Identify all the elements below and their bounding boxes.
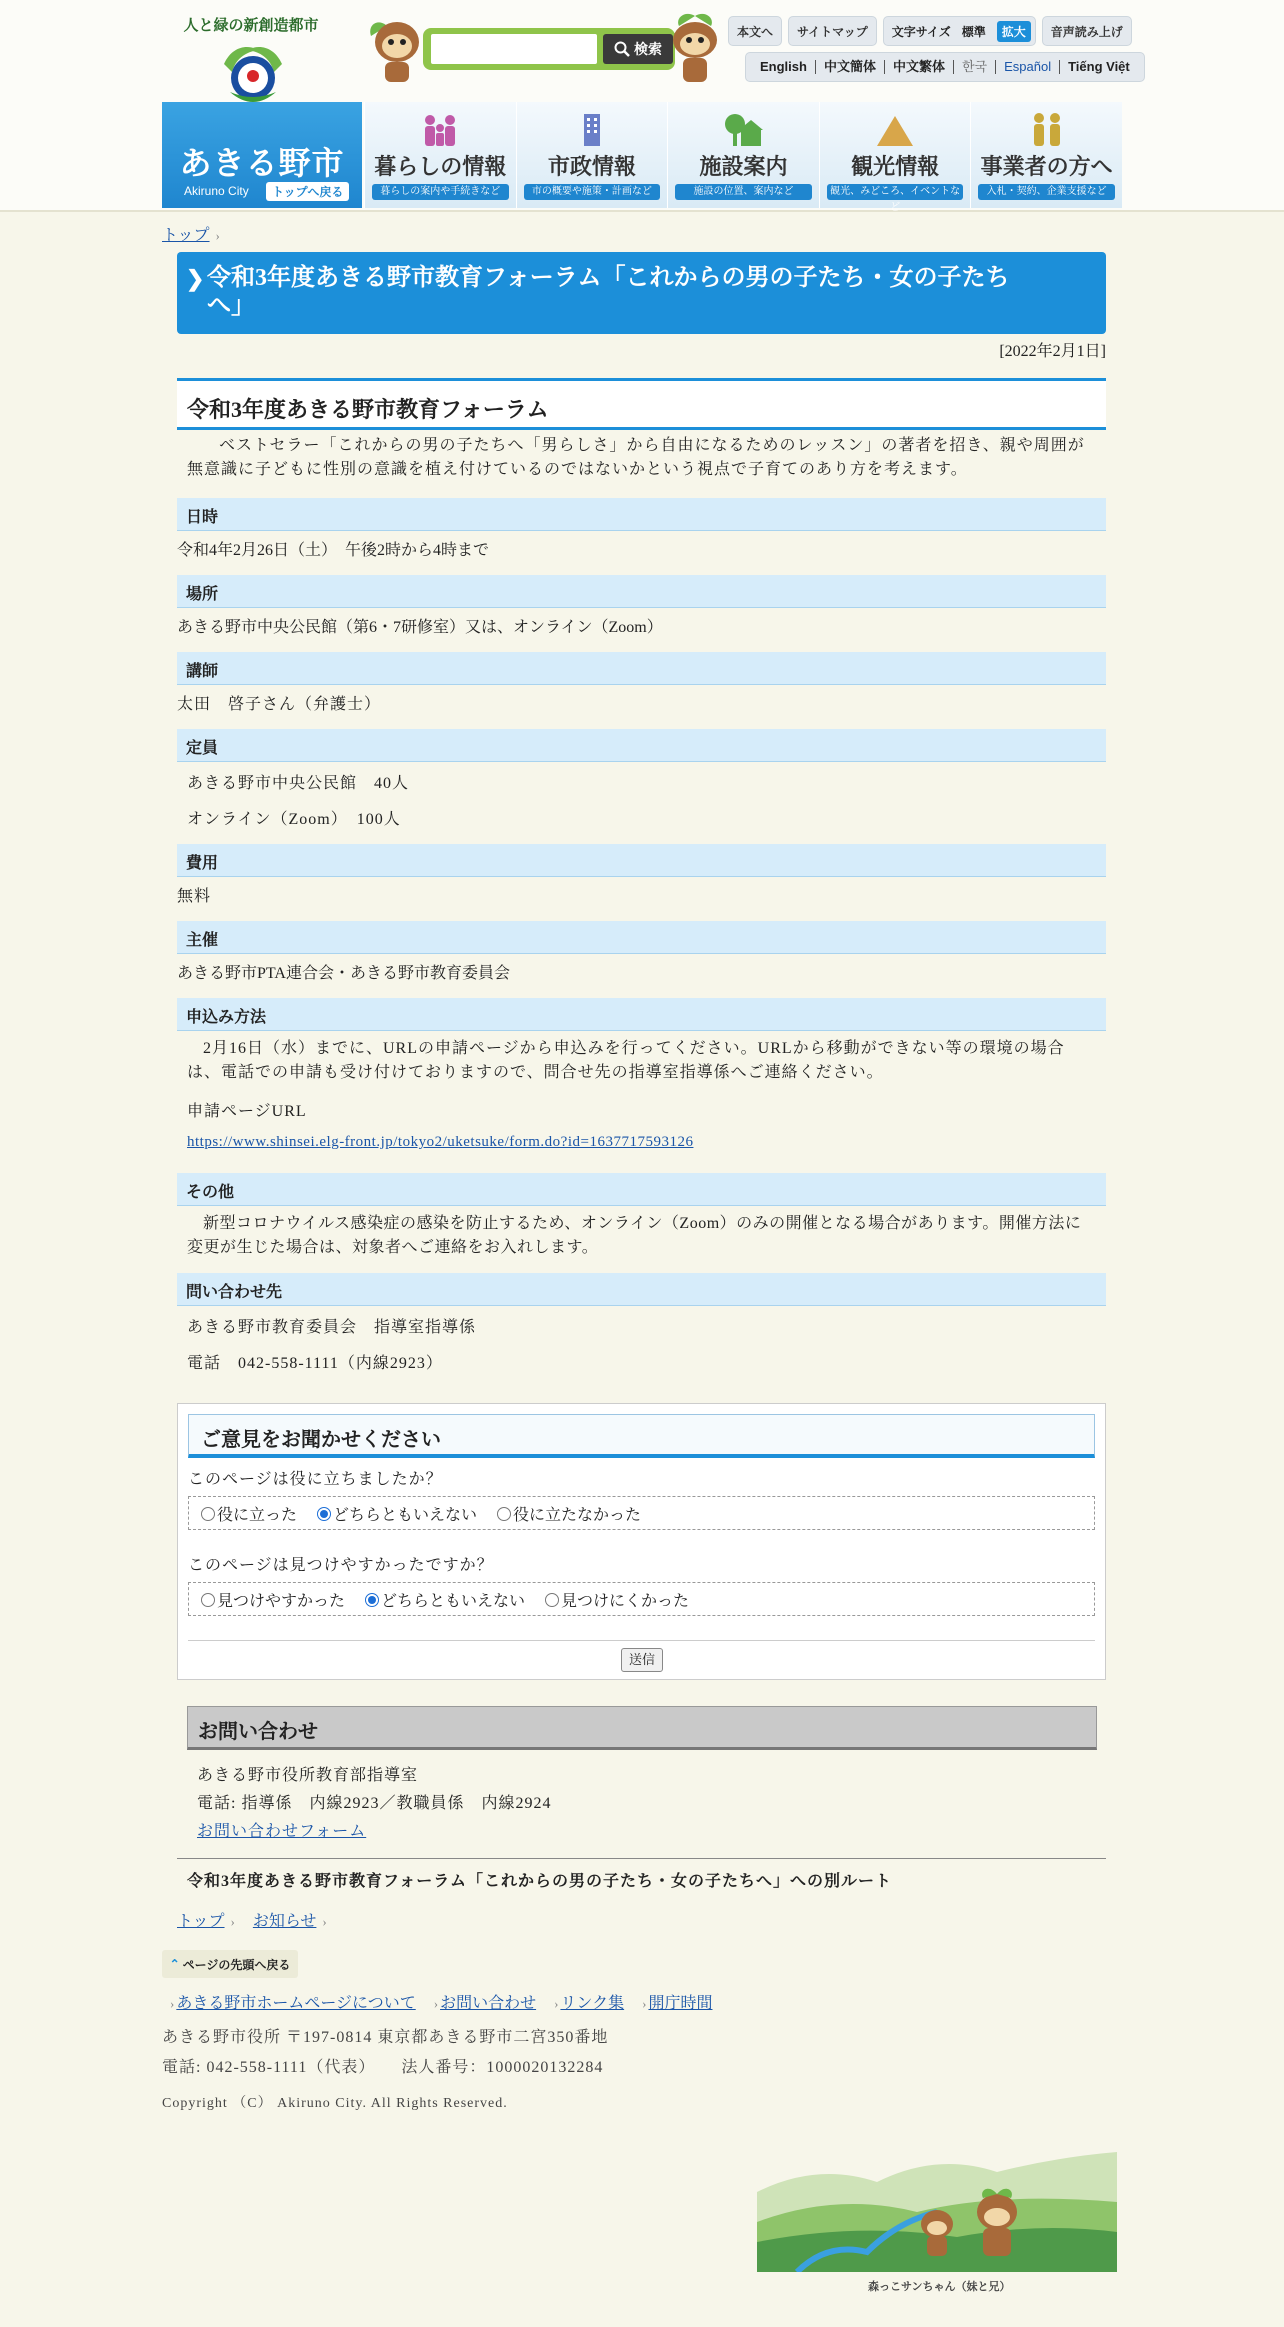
footer-links [170, 1990, 712, 2013]
search-button-label: 検索 [634, 41, 662, 57]
lecturer-text: 太田 啓子さん（弁護士） [177, 696, 382, 713]
nav-business-title: 事業者の方へ [980, 154, 1113, 179]
feedback-q2: このページは見つけやすかったですか？ [188, 1557, 494, 1574]
radio-icon [201, 1593, 215, 1607]
building-icon [572, 112, 612, 148]
q1-option-neutral[interactable] [317, 1502, 477, 1525]
nav-business-sub: 入札・契約、企業支援など [978, 184, 1115, 200]
font-size-large-button[interactable]: 拡大 [997, 21, 1031, 42]
business-person-icon [1027, 112, 1067, 148]
feedback-q1: このページは役に立ちましたか？ [188, 1471, 443, 1488]
radio-icon [545, 1593, 559, 1607]
mascot-left-icon [365, 16, 425, 88]
chevron-up-icon: ⌃ [169, 1957, 180, 1971]
utility-bar [728, 16, 1132, 46]
q2-option-hard-label: 見つけにくかった [561, 1592, 690, 1610]
host-text: あきる野市PTA連合会・あきる野市教育委員会 [177, 965, 510, 982]
page-top-label: ページの先頭へ戻る [182, 1957, 291, 1972]
font-size-label: 文字サイズ [891, 24, 951, 39]
search-area [365, 12, 725, 88]
capacity-line-2: オンライン（Zoom） 100人 [187, 811, 401, 828]
inquiry-line-2: 電話 042-558-1111（内線2923） [187, 1355, 443, 1372]
language-bar [745, 52, 1145, 82]
alt-route-title: 令和3年度あきる野市教育フォーラム「これからの男の子たち・女の子たちへ」への別ルート [187, 1873, 893, 1890]
city-emblem-icon [218, 42, 288, 108]
footer-link-about[interactable] [170, 1990, 416, 2013]
breadcrumb [162, 222, 220, 245]
city-name-en: Akiruno City [184, 184, 249, 198]
forest-mascots-illustration-icon [757, 2152, 1117, 2272]
apply-url-label: 申請ページURL [187, 1103, 307, 1120]
q2-option-easy-label: 見つけやすかった [217, 1592, 346, 1610]
footer-link-links[interactable] [554, 1990, 624, 2013]
facility-icon [723, 112, 763, 148]
skip-to-content-button[interactable]: 本文へ [728, 16, 782, 46]
site-header [0, 0, 1284, 212]
nav-city-gov-sub: 市の概要や施策・計画など [524, 184, 661, 200]
heading-apply: 申込み方法 [177, 998, 1106, 1031]
capacity-line-1: あきる野市中央公民館 40人 [187, 775, 410, 792]
footer-phone: 電話: 042-558-1111（代表） 法人番号：1000020132284 [162, 2059, 604, 2076]
city-tagline: 人と緑の新創造都市 [183, 17, 319, 34]
heading-inquiry: 問い合わせ先 [177, 1273, 1106, 1306]
feedback-q1-options [188, 1496, 1095, 1530]
chevron-right-icon: › [170, 1996, 175, 2011]
q2-option-neutral-label: どちらともいえない [381, 1592, 526, 1610]
feedback-q2-options [188, 1582, 1095, 1616]
chevron-right-icon: › [322, 1914, 327, 1929]
font-size-standard-button[interactable]: 標準 [961, 24, 986, 39]
family-icon [420, 112, 460, 148]
heading-other: その他 [177, 1173, 1106, 1206]
publish-date: [2022年2月1日] [999, 343, 1106, 360]
q2-option-easy[interactable] [201, 1588, 345, 1611]
divider [177, 1858, 1106, 1859]
heading-datetime: 日時 [177, 498, 1106, 531]
q1-option-useful-label: 役に立った [217, 1506, 298, 1524]
chevron-right-icon: › [433, 1996, 439, 2011]
voice-reader-button[interactable]: 音声読み上げ [1042, 16, 1132, 46]
footer-link-hours-label[interactable]: 開庁時間 [648, 1995, 713, 2012]
datetime-text: 令和4年2月26日（土） 午後2時から4時まで [177, 542, 490, 559]
q1-option-not-useful[interactable] [497, 1502, 641, 1525]
q1-option-not-useful-label: 役に立たなかった [513, 1506, 642, 1524]
place-text: あきる野市中央公民館（第6・7研修室）又は、オンライン（Zoom） [177, 619, 663, 636]
apply-url-link[interactable]: https://www.shinsei.elg-front.jp/tokyo2/uketsuke/form.do?id=1637717593126 [187, 1134, 694, 1150]
q2-option-neutral[interactable] [365, 1588, 525, 1611]
chevron-right-icon: › [642, 1996, 647, 2011]
brand-block[interactable] [162, 102, 362, 208]
heading-capacity: 定員 [177, 729, 1106, 762]
chevron-right-icon: › [230, 1914, 235, 1929]
heading-host: 主催 [177, 921, 1106, 954]
footer-link-hours[interactable] [642, 1990, 712, 2013]
nav-facilities-sub: 施設の位置、案内など [675, 184, 812, 200]
radio-selected-icon [365, 1593, 379, 1607]
heading-place: 場所 [177, 575, 1106, 608]
page-top-button[interactable] [162, 1950, 298, 1978]
fee-text: 無料 [177, 888, 212, 905]
back-to-top-link[interactable]: トップへ戻る [266, 182, 349, 201]
lang-vietnamese[interactable]: Tiếng Việt [1059, 60, 1138, 74]
nav-city-gov-title: 市政情報 [547, 154, 636, 179]
radio-icon [497, 1507, 511, 1521]
nav-living[interactable] [364, 102, 516, 208]
lang-chinese-simplified[interactable]: 中文簡体 [815, 60, 884, 74]
submit-button[interactable]: 送信 [621, 1648, 663, 1672]
nav-living-title: 暮らしの情報 [374, 154, 507, 179]
font-size-control [883, 16, 1036, 46]
radio-selected-icon [317, 1507, 331, 1521]
mascot-caption: 森っこサンちゃん（妹と兄） [868, 2281, 1011, 2293]
search-box [423, 28, 675, 70]
footer-link-contact[interactable] [434, 1990, 536, 2013]
alt-route-top-link[interactable]: トップ [177, 1913, 225, 1930]
heading-lecturer: 講師 [177, 652, 1106, 685]
contact-phone: 電話: 指導係 内線2923／教職員係 内線2924 [197, 1795, 552, 1812]
page-title [177, 252, 1106, 334]
chevron-right-icon: › [554, 1996, 559, 2011]
footer-address: あきる野市役所 〒197-0814 東京都あきる野市二宮350番地 [162, 2029, 609, 2046]
nav-tourism[interactable] [819, 102, 971, 213]
other-text: 新型コロナウイルス感染症の感染を防止するため、オンライン（Zoom）のみの開催となる場合があります。開催方法に変更が生じた場合は、対象者へご連絡をお入れします。 [187, 1215, 1082, 1256]
section-heading: 令和3年度あきる野市教育フォーラム [177, 378, 1106, 430]
feedback-title: ご意見をお聞かせください [188, 1414, 1095, 1458]
city-logo[interactable] [162, 10, 362, 102]
nav-living-sub: 暮らしの案内や手続きなど [372, 184, 509, 200]
nav-tourism-title: 観光情報 [851, 154, 940, 179]
lang-korean[interactable]: 한국 [953, 60, 995, 74]
global-nav [364, 102, 1122, 213]
q2-option-hard[interactable] [545, 1588, 689, 1611]
alt-route-news-link[interactable]: お知らせ [252, 1913, 317, 1930]
nav-business[interactable] [970, 102, 1122, 208]
intro-text: ベストセラー「これからの男の子たちへ「男らしさ」から自由になるためのレッスン」の著者を招き、親や周囲が無意識に子どもに性別の意識を植え付けているのではないかという視点で子育てのあり方を考えます。 [187, 437, 1085, 478]
radio-icon [201, 1507, 215, 1521]
city-name: あきる野市 [179, 145, 345, 181]
apply-text: 2月16日（水）までに、URLの申請ページから申込みを行ってください。URLから移動ができない等の環境の場合は、電話での申請も受け付けておりますので、問合せ先の指導室指導係へご連絡ください。 [187, 1040, 1065, 1081]
chevron-right-icon: ❯ [186, 266, 205, 291]
sitemap-button[interactable]: サイトマップ [788, 16, 877, 46]
footer-link-contact-label[interactable]: お問い合わせ [440, 1995, 537, 2012]
nav-facilities[interactable] [667, 102, 819, 208]
footer-copyright: Copyright （C） Akiruno City. All Rights Reserved. [162, 2096, 508, 2111]
inquiry-line-1: あきる野市教育委員会 指導室指導係 [187, 1319, 477, 1336]
search-button[interactable] [603, 34, 673, 64]
q1-option-neutral-label: どちらともいえない [333, 1506, 478, 1524]
lang-spanish[interactable]: Español [995, 60, 1059, 74]
divider [188, 1640, 1095, 1641]
breadcrumb-top-link[interactable]: トップ [162, 227, 210, 244]
contact-form-link[interactable]: お問い合わせフォーム [197, 1823, 367, 1840]
search-input[interactable] [431, 34, 597, 64]
footer-link-about-label[interactable]: あきる野市ホームページについて [176, 1995, 416, 2012]
chevron-right-icon: › [215, 228, 220, 243]
heading-fee: 費用 [177, 844, 1106, 877]
nav-facilities-title: 施設案内 [699, 154, 788, 179]
nav-tourism-sub: 観光、みどころ、イベントなど [827, 184, 964, 200]
alt-route-links [177, 1908, 327, 1931]
mountain-icon [875, 112, 915, 148]
search-icon [614, 41, 630, 57]
footer-link-links-label[interactable]: リンク集 [560, 1995, 625, 2012]
mascot-right-icon [665, 12, 725, 88]
lang-english[interactable]: English [760, 59, 807, 74]
q1-option-useful[interactable] [201, 1502, 297, 1525]
nav-city-gov[interactable] [516, 102, 668, 208]
lang-chinese-traditional[interactable]: 中文繁体 [884, 60, 953, 74]
page-title-text: 令和3年度あきる野市教育フォーラム「これからの男の子たち・女の子たちへ」 [207, 265, 1010, 319]
feedback-form [177, 1403, 1106, 1680]
contact-dept: あきる野市役所教育部指導室 [197, 1767, 419, 1784]
contact-title: お問い合わせ [187, 1706, 1097, 1750]
